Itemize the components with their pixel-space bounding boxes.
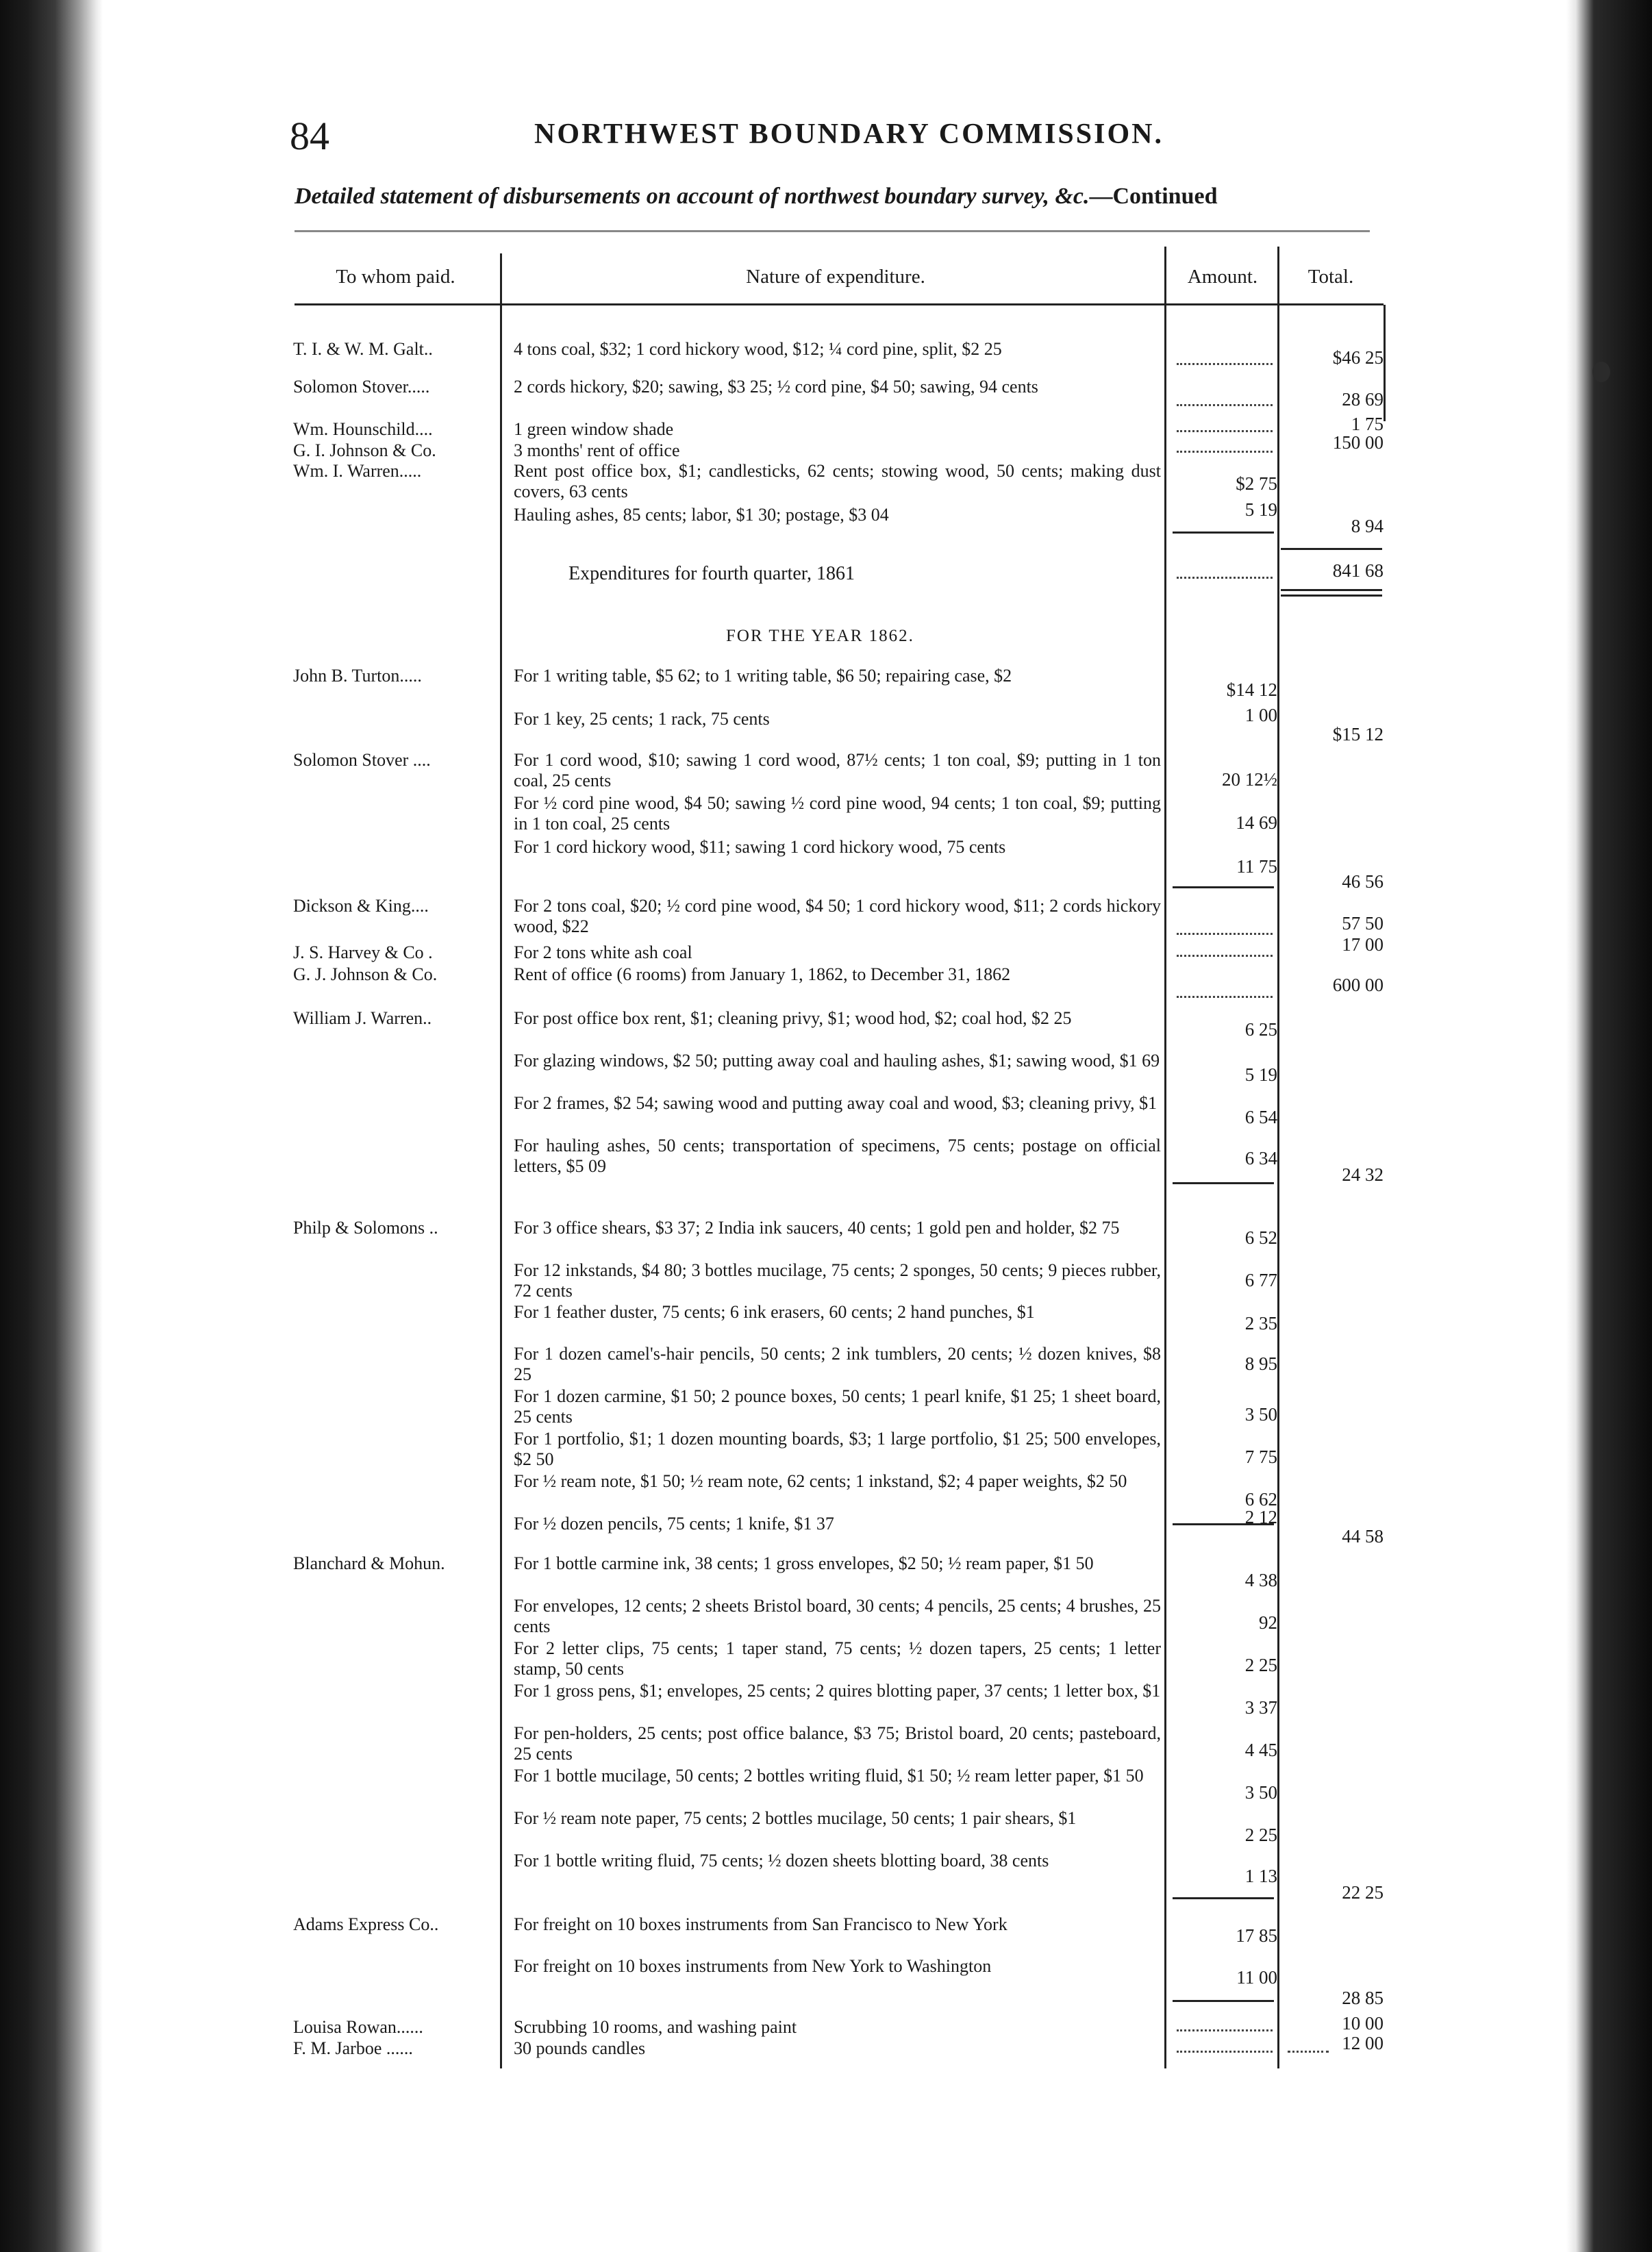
amount-value: 3 50 [1244, 1782, 1277, 1803]
expenditure-description: 4 tons coal, $32; 1 cord hickory wood, $12; ¼ cord pine, split, $2 25 [514, 339, 1002, 359]
total-value: 8 94 [1351, 516, 1384, 536]
expenditure-description: For 1 dozen carmine, $1 50; 2 pounce boxes, 50 cents; 1 pearl knife, $1 25; 1 sheet board, 25 cents [514, 1386, 1161, 1427]
expenditure-description: For 1 portfolio, $1; 1 dozen mounting boards, $3; 1 large portfolio, $1 25; 500 envelopes, $2 50 [514, 1429, 1161, 1469]
col-head-payee: To whom paid. [336, 266, 455, 288]
col-rule-4 [1384, 305, 1386, 421]
amount-leader [1177, 430, 1273, 432]
expenditure-description: For 1 writing table, $5 62; to 1 writing table, $6 50; repairing case, $2 [514, 666, 1012, 686]
expenditure-description: For 1 dozen camel's-hair pencils, 50 cents; 2 ink tumblers, 20 cents; ½ dozen knives, $8 25 [514, 1344, 1161, 1384]
table-caption [295, 184, 1218, 210]
amount-value: 4 38 [1244, 1570, 1277, 1590]
double-rule-a [1281, 589, 1382, 591]
amount-value: $14 12 [1226, 679, 1277, 700]
payee-name: J. S. Harvey & Co . [293, 942, 433, 962]
expenditure-description: For 2 letter clips, 75 cents; 1 taper stand, 75 cents; ½ dozen tapers, 25 cents; 1 letter stamp, 50 cents [514, 1638, 1161, 1679]
expenditure-description: 3 months' rent of office [514, 440, 680, 460]
col-head-nature: Nature of expenditure. [746, 266, 925, 288]
amount-sum-rule [1173, 531, 1274, 534]
payee-name: G. I. Johnson & Co. [293, 440, 436, 460]
payee-name: F. M. Jarboe ...... [293, 2038, 413, 2058]
amount-sum-rule [1173, 2000, 1274, 2002]
total-value: $46 25 [1332, 347, 1384, 368]
col-rule-1 [500, 253, 502, 2068]
expenditure-description: For 1 cord hickory wood, $11; sawing 1 cord hickory wood, 75 cents [514, 837, 1006, 857]
total-value: 46 56 [1342, 871, 1384, 892]
expenditure-description: For hauling ashes, 50 cents; transportation of specimens, 75 cents; postage on official letters, $5 09 [514, 1136, 1161, 1176]
amount-value: 2 25 [1244, 1825, 1277, 1845]
expenditure-description: For ½ ream note, $1 50; ½ ream note, 62 cents; 1 inkstand, $2; 4 paper weights, $2 50 [514, 1471, 1127, 1491]
amount-sum-rule [1173, 1182, 1274, 1184]
expenditure-description: For 1 key, 25 cents; 1 rack, 75 cents [514, 709, 770, 729]
col-rule-3 [1277, 247, 1279, 2068]
amount-value: 6 25 [1244, 1019, 1277, 1040]
payee-name: Wm. I. Warren..... [293, 461, 422, 481]
expenditure-description: 30 pounds candles [514, 2038, 646, 2058]
amount-leader [1177, 404, 1273, 406]
amount-leader [1177, 996, 1273, 998]
total-leader [1288, 2051, 1329, 2053]
subtotal-value: 841 68 [1332, 560, 1384, 581]
caption-text: Detailed statement of disbursements on account of northwest boundary survey, &c. [295, 184, 1090, 209]
expenditure-description: For 1 gross pens, $1; envelopes, 25 cents; 2 quires blotting paper, 37 cents; 1 letter box, $1 [514, 1681, 1161, 1701]
double-rule-b [1281, 595, 1382, 597]
payee-name: Adams Express Co.. [293, 1914, 439, 1934]
expenditure-description: For post office box rent, $1; cleaning privy, $1; wood hod, $2; coal hod, $2 25 [514, 1008, 1072, 1028]
amount-value: 2 35 [1244, 1313, 1277, 1334]
total-value: 10 00 [1342, 2013, 1384, 2034]
expenditure-description: For ½ dozen pencils, 75 cents; 1 knife, $1 37 [514, 1514, 834, 1534]
total-value: 17 00 [1342, 934, 1384, 955]
amount-sum-rule [1173, 886, 1274, 888]
amount-value: 20 12½ [1222, 769, 1277, 790]
caption-continued: —Continued [1089, 184, 1218, 209]
payee-name: William J. Warren.. [293, 1008, 432, 1028]
total-value: 28 69 [1342, 389, 1384, 410]
amount-leader [1177, 2051, 1273, 2053]
amount-value: 5 19 [1244, 499, 1277, 520]
expenditure-description: 1 green window shade [514, 419, 674, 439]
amount-value: 17 85 [1236, 1925, 1277, 1946]
expenditure-description: 2 cords hickory, $20; sawing, $3 25; ½ cord pine, $4 50; sawing, 94 cents [514, 377, 1038, 397]
amount-value: 6 52 [1244, 1227, 1277, 1248]
total-value: 12 00 [1342, 2033, 1384, 2053]
total-value: $15 12 [1332, 724, 1384, 745]
section-heading: FOR THE YEAR 1862. [726, 627, 914, 645]
page-right-edge [1566, 0, 1652, 2252]
expenditure-description: For 2 tons coal, $20; ½ cord pine wood, $4 50; 1 cord hickory wood, $11; 2 cords hickory wood, $22 [514, 896, 1161, 936]
amount-value: 6 62 [1244, 1489, 1277, 1510]
amount-value: 3 50 [1244, 1404, 1277, 1425]
expenditure-description: For 1 bottle carmine ink, 38 cents; 1 gross envelopes, $2 50; ½ ream paper, $1 50 [514, 1553, 1094, 1573]
total-sum-rule [1281, 548, 1382, 550]
payee-name: G. J. Johnson & Co. [293, 964, 438, 984]
expenditure-description: For 3 office shears, $3 37; 2 India ink saucers, 40 cents; 1 gold pen and holder, $2 75 [514, 1218, 1120, 1238]
amount-value: 11 00 [1236, 1967, 1277, 1988]
amount-value: 3 37 [1244, 1697, 1277, 1718]
expenditure-description: For 12 inkstands, $4 80; 3 bottles mucilage, 75 cents; 2 sponges, 50 cents; 9 pieces rubber, 72 cents [514, 1260, 1161, 1301]
expenditure-description: For 1 bottle writing fluid, 75 cents; ½ dozen sheets blotting board, 38 cents [514, 1851, 1049, 1871]
amount-value: 5 19 [1244, 1064, 1277, 1085]
total-value: 24 32 [1342, 1164, 1384, 1185]
amount-value: 2 25 [1244, 1655, 1277, 1675]
expenditure-description: Rent of office (6 rooms) from January 1, 1862, to December 31, 1862 [514, 964, 1011, 984]
expenditure-description: For pen-holders, 25 cents; post office balance, $3 75; Bristol board, 20 cents; pasteboard, 25 cents [514, 1723, 1161, 1764]
expenditure-description: For glazing windows, $2 50; putting away coal and hauling ashes, $1; sawing wood, $1 69 [514, 1051, 1160, 1071]
expenditure-description: For 2 frames, $2 54; sawing wood and putting away coal and wood, $3; cleaning privy, $1 [514, 1093, 1157, 1113]
payee-name: Philp & Solomons .. [293, 1218, 438, 1238]
amount-leader [1177, 933, 1273, 935]
amount-value: 6 77 [1244, 1270, 1277, 1290]
amount-value: 8 95 [1244, 1353, 1277, 1374]
expenditure-description: For freight on 10 boxes instruments from San Francisco to New York [514, 1914, 1008, 1934]
amount-value: 4 45 [1244, 1740, 1277, 1760]
book-binding-edge [0, 0, 103, 2252]
total-value: 28 85 [1342, 1988, 1384, 2008]
total-value: 150 00 [1332, 432, 1384, 453]
amount-sum-rule [1173, 1897, 1274, 1899]
col-rule-2 [1164, 247, 1166, 2068]
payee-name: Louisa Rowan...... [293, 2017, 423, 2037]
amount-value: 1 13 [1244, 1866, 1277, 1886]
subtotal-label: Expenditures for fourth quarter, 1861 [568, 563, 855, 584]
page-number: 84 [290, 114, 329, 158]
amount-value: 6 54 [1244, 1107, 1277, 1127]
payee-name: Dickson & King.... [293, 896, 429, 916]
expenditure-description: For 2 tons white ash coal [514, 942, 692, 962]
expenditure-description: Scrubbing 10 rooms, and washing paint [514, 2017, 797, 2037]
total-value: 22 25 [1342, 1882, 1384, 1903]
amount-value: 1 00 [1244, 705, 1277, 725]
ink-speck [1592, 362, 1610, 382]
header-rule [295, 303, 1384, 305]
amount-value: 92 [1259, 1612, 1277, 1633]
running-head: NORTHWEST BOUNDARY COMMISSION. [534, 118, 1164, 150]
expenditure-description: For 1 feather duster, 75 cents; 6 ink erasers, 60 cents; 2 hand punches, $1 [514, 1302, 1035, 1322]
expenditure-description: Rent post office box, $1; candlesticks, 62 cents; stowing wood, 50 cents; making dust covers, 63 cents [514, 461, 1161, 501]
amount-leader [1177, 451, 1273, 453]
payee-name: Blanchard & Mohun. [293, 1553, 445, 1573]
payee-name: John B. Turton..... [293, 666, 422, 686]
expenditure-description: For freight on 10 boxes instruments from New York to Washington [514, 1956, 992, 1976]
expenditure-description: For ½ cord pine wood, $4 50; sawing ½ cord pine wood, 94 cents; 1 ton coal, $9; putting in 1 ton coal, 25 cents [514, 793, 1161, 834]
total-value: 57 50 [1342, 913, 1384, 934]
amount-value: 11 75 [1236, 856, 1277, 877]
col-head-total: Total. [1307, 266, 1354, 288]
amount-sum-rule [1173, 1523, 1274, 1525]
payee-name: Solomon Stover..... [293, 377, 430, 397]
amount-value: 6 34 [1244, 1148, 1277, 1168]
payee-name: T. I. & W. M. Galt.. [293, 339, 433, 359]
caption-rule [295, 230, 1370, 232]
expenditure-description: For 1 bottle mucilage, 50 cents; 2 bottles writing fluid, $1 50; ½ ream letter paper, $1 50 [514, 1766, 1144, 1786]
amount-value: 14 69 [1236, 812, 1277, 833]
expenditure-description: For 1 cord wood, $10; sawing 1 cord wood, 87½ cents; 1 ton coal, $9; putting in 1 ton coal, 25 cents [514, 750, 1161, 790]
amount-value: 2 12 [1244, 1507, 1277, 1527]
total-value: 1 75 [1351, 414, 1384, 434]
amount-value: 7 75 [1244, 1447, 1277, 1467]
amount-value: $2 75 [1236, 473, 1277, 494]
total-value: 600 00 [1332, 975, 1384, 995]
expenditure-description: For ½ ream note paper, 75 cents; 2 bottles mucilage, 50 cents; 1 pair shears, $1 [514, 1808, 1077, 1828]
amount-leader [1177, 955, 1273, 957]
amount-leader [1177, 577, 1273, 579]
amount-leader [1177, 2029, 1273, 2031]
expenditure-description: For envelopes, 12 cents; 2 sheets Bristol board, 30 cents; 4 pencils, 25 cents; 4 brushes, 25 cents [514, 1596, 1161, 1636]
amount-leader [1177, 363, 1273, 365]
total-value: 44 58 [1342, 1526, 1384, 1547]
col-head-amount: Amount. [1187, 266, 1258, 288]
payee-name: Solomon Stover .... [293, 750, 431, 770]
expenditure-description: Hauling ashes, 85 cents; labor, $1 30; postage, $3 04 [514, 505, 889, 525]
payee-name: Wm. Hounschild.... [293, 419, 433, 439]
